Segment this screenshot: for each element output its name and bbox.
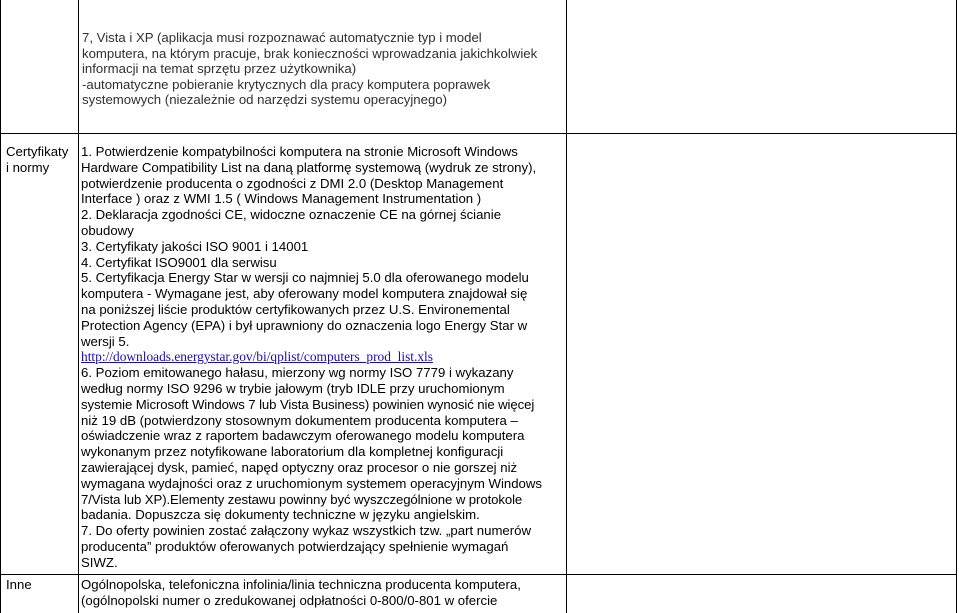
text-line: -automatyczne pobieranie krytycznych dla pracy komputera poprawek bbox=[82, 76, 491, 92]
certyfikaty-content bbox=[81, 144, 566, 571]
row-divider-1 bbox=[0, 133, 957, 134]
table-border-col2 bbox=[566, 0, 567, 613]
text-line: wymagana wydajności oraz z uruchomionym systemem operacyjnym Windows bbox=[81, 475, 542, 491]
text-line: potwierdzenie producenta o zgodności z DMI 2.0 (Desktop Management bbox=[81, 175, 504, 191]
label-line: Certyfikaty bbox=[6, 144, 69, 159]
inne-label bbox=[6, 577, 32, 593]
text-line: 3. Certyfikaty jakości ISO 9001 i 14001 bbox=[81, 238, 309, 254]
text-line: 2. Deklaracja zgodności CE, widoczne oznaczenie CE na górnej ścianie bbox=[81, 207, 502, 223]
text-line: 5. Certyfikacja Energy Star w wersji co najmniej 5.0 dla oferowanego modelu bbox=[81, 270, 529, 286]
text-line: komputera, na którym pracuje, brak konieczności wprowadzania jakichkolwiek bbox=[82, 45, 538, 61]
text-line: na poniższej liście produktów certyfikowanych przez U.S. Environemental bbox=[81, 301, 510, 317]
text-line: 7, Vista i XP (aplikacja musi rozpoznawać automatycznie typ i model bbox=[82, 30, 482, 45]
text-line: Ogólnopolska, telefoniczna infolinia/linia techniczna producenta komputera, bbox=[81, 577, 521, 592]
energy-star-list-link[interactable]: http://downloads.energystar.gov/bi/qplist/computers_prod_list.xls bbox=[81, 349, 433, 365]
text-line: oświadczenie wraz z raportem badawczym oferowanego modelu komputera bbox=[81, 428, 525, 444]
text-line: komputera - Wymagane jest, aby oferowany model komputera znajdował się bbox=[81, 286, 528, 302]
text-line: wersji 5. bbox=[81, 333, 130, 349]
text-line: 4. Certyfikat ISO9001 dla serwisu bbox=[81, 254, 277, 270]
text-line: obudowy bbox=[81, 222, 134, 238]
label-line: Inne bbox=[6, 577, 32, 592]
text-line: niż 19 dB (potwierdzony stosownym dokumentem producenta komputera – bbox=[81, 412, 518, 428]
energy-star-link-line bbox=[81, 349, 566, 365]
text-line: 7. Do oferty powinien zostać załączony wykaz wszystkich tzw. „part numerów bbox=[81, 523, 532, 539]
inne-content bbox=[81, 577, 566, 609]
table-border-col1 bbox=[78, 0, 79, 613]
text-line: 1. Potwierdzenie kompatybilności komputera na stronie Microsoft Windows bbox=[81, 144, 518, 159]
table-border-left bbox=[0, 0, 1, 613]
text-line: Hardware Compatibility List na daną platformę systemową (wydruk ze strony), bbox=[81, 159, 537, 175]
label-line: i normy bbox=[6, 159, 50, 175]
text-line: producenta” produktów oferowanych potwierdzający spełnienie wymagań bbox=[81, 538, 509, 554]
row-divider-2 bbox=[0, 574, 957, 575]
text-line: informacji na temat sprzętu przez użytkownika) bbox=[82, 61, 357, 77]
table-border-right bbox=[956, 0, 957, 613]
text-line: Protection Agency (EPA) i był uprawniony do oznaczenia logo Energy Star w bbox=[81, 317, 528, 333]
text-line: SIWZ. bbox=[81, 554, 118, 570]
text-line: 6. Poziom emitowanego hałasu, mierzony wg normy ISO 7779 i wykazany bbox=[81, 365, 514, 381]
text-line: zawierającej dysk, pamieć, napęd optyczny oraz procesor o nie gorszej niż bbox=[81, 459, 518, 475]
text-line: systemie Microsoft Windows 7 lub Vista Business) powinien wynosić nie więcej bbox=[81, 396, 535, 412]
text-line: badania. Dopuszcza się dokumenty techniczne w języku angielskim. bbox=[81, 507, 480, 523]
text-line: Interface ) oraz z WMI 1.5 ( Windows Management Instrumentation ) bbox=[81, 191, 482, 207]
text-line: 7/Vista lub XP).Elementy zestawu powinny być wyszczególnione w protokole bbox=[81, 491, 523, 507]
certyfikaty-label bbox=[6, 144, 68, 175]
text-line: systemowych (niezależnie od narzędzi systemu operacyjnego) bbox=[82, 92, 448, 108]
text-line: według normy ISO 9296 w trybie jałowym (tryb IDLE przy uruchomionym bbox=[81, 380, 505, 396]
os-requirements-text bbox=[82, 30, 566, 108]
text-line: (ogólnopolski numer o zredukowanej odpłatności 0-800/0-801 w ofercie bbox=[81, 592, 498, 608]
text-line: wykonanym przez notyfikowane laboratorium dla kompletnej konfiguracji bbox=[81, 444, 504, 460]
